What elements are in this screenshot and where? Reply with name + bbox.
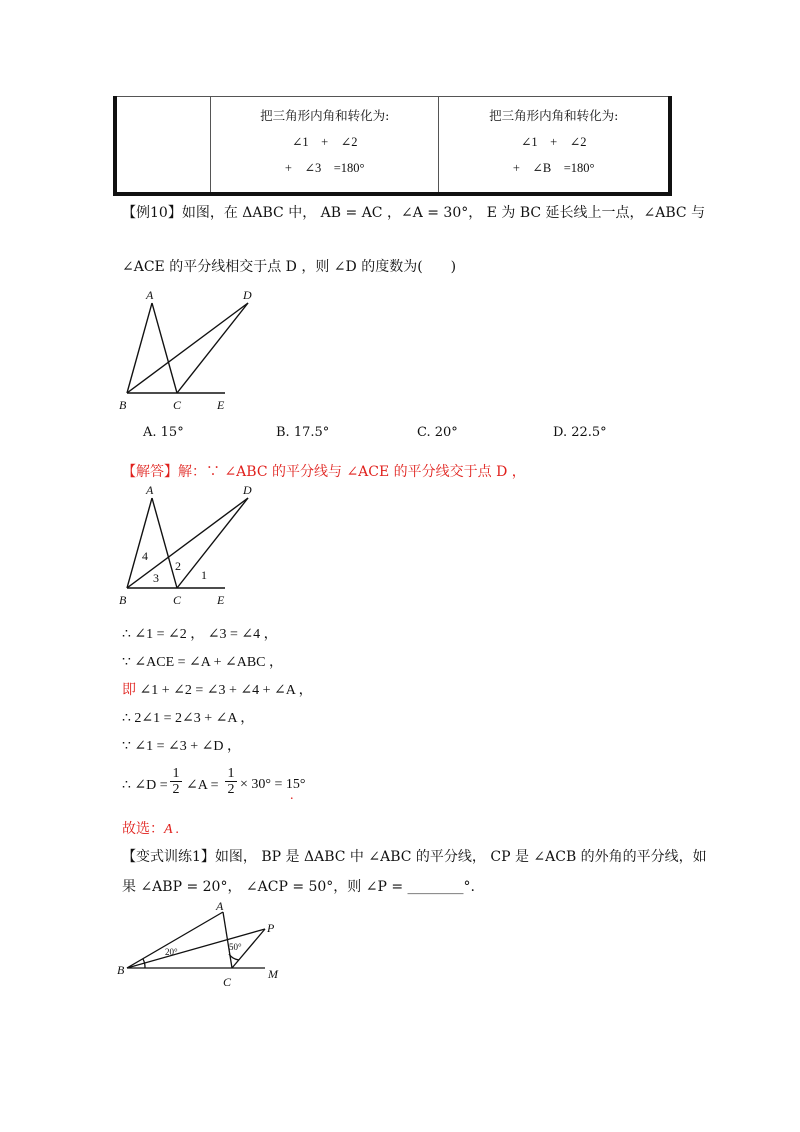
- step-text: ∠1 + ∠2 = ∠3 + ∠4 + ∠A ，: [136, 683, 313, 698]
- figure-triangle-3: [115, 898, 295, 993]
- solution-step-3: [122, 679, 313, 699]
- solution-head: 【解答】解：: [122, 464, 206, 480]
- fraction-denominator: 2: [227, 782, 235, 797]
- answer-label: 故选：: [122, 821, 164, 837]
- label-c: C: [223, 975, 232, 989]
- cell-title: 把三角形内角和转化为:: [489, 108, 619, 123]
- step-text: ∵ ∠1 = ∠3 + ∠D ，: [122, 739, 241, 754]
- label-m: M: [268, 967, 278, 981]
- answer-line: [122, 818, 179, 838]
- label-e: E: [217, 593, 225, 607]
- label-e: E: [217, 398, 225, 412]
- table-cell-2: [439, 97, 670, 195]
- line-bp: [127, 929, 265, 968]
- label-b: B: [119, 398, 127, 412]
- label-a: A: [146, 288, 154, 302]
- solution-heading: [122, 461, 526, 481]
- variant-text-1: 如图， BP 是 ΔABC 中 ∠ABC 的平分线， CP 是 ∠ACB 的外角的平分线，如: [214, 849, 707, 865]
- label-p: P: [267, 921, 275, 935]
- fraction-half: [225, 766, 237, 797]
- label-angle-2: 2: [175, 559, 181, 573]
- label-b: B: [119, 593, 127, 607]
- label-angle-1: 1: [201, 568, 207, 582]
- figure-triangle-1: [115, 285, 265, 415]
- line-ac: [152, 303, 177, 393]
- solution-step-2: [122, 651, 283, 671]
- fraction-half: [170, 766, 182, 797]
- option-b: B. 17.5°: [276, 425, 330, 440]
- step-text: ∠A =: [186, 778, 219, 793]
- cell-title: 把三角形内角和转化为:: [260, 108, 390, 123]
- step-end: .: [290, 788, 294, 803]
- step-text: ∴ ∠1 = ∠2 ， ∠3 = ∠4 ，: [122, 627, 278, 642]
- example-line-2: ∠ACE 的平分线相交于点 D ，则 ∠D 的度数为( ): [122, 259, 457, 275]
- variant-line-1: [122, 846, 707, 866]
- label-c: C: [173, 593, 182, 607]
- label-angle-4: 4: [142, 549, 148, 563]
- line-ba: [127, 912, 223, 968]
- answer-value: A .: [164, 822, 180, 837]
- option-c: C. 20°: [417, 425, 458, 440]
- variant-line-2: 果 ∠ABP = 20°， ∠ACP = 50°，则 ∠P = ________°.: [122, 879, 475, 895]
- figure-triangle-2: [115, 480, 265, 610]
- cell-row2: + ∠B =180°: [512, 161, 595, 175]
- solution-head-rest: ∵ ∠ABC 的平分线与 ∠ACE 的平分线交于点 D ，: [206, 464, 526, 480]
- label-a: A: [146, 483, 154, 497]
- solution-step-1: [122, 623, 278, 643]
- solution-step-4: [122, 707, 254, 727]
- angle-label-50: 50°: [229, 942, 242, 952]
- line-ab: [127, 498, 152, 588]
- example-line-1: [122, 202, 705, 222]
- fraction-denominator: 2: [172, 782, 180, 797]
- step-text: ∵ ∠ACE = ∠A + ∠ABC ，: [122, 655, 284, 670]
- step-text: ∴ ∠D =: [122, 778, 168, 793]
- step-text: × 30° = 15°: [240, 777, 306, 792]
- step-prefix: 即: [122, 683, 136, 698]
- variant-tag: 【变式训练1】: [122, 849, 215, 865]
- option-a: A. 15°: [143, 425, 184, 440]
- line-ab: [127, 303, 152, 393]
- cell-row1: ∠1 + ∠2: [291, 135, 358, 149]
- label-c: C: [173, 398, 182, 412]
- example-tag: 【例10】: [122, 205, 182, 221]
- table-empty-cell: [115, 97, 211, 195]
- table-cell-1: [211, 97, 439, 195]
- label-a: A: [216, 899, 224, 913]
- fraction-numerator: 1: [225, 766, 237, 782]
- solution-step-5: [122, 735, 241, 755]
- label-angle-3: 3: [153, 571, 159, 585]
- option-d: D. 22.5°: [553, 425, 607, 440]
- cell-row1: ∠1 + ∠2: [520, 135, 587, 149]
- cell-row2: + ∠3 =180°: [284, 161, 365, 175]
- example-text-1: 如图，在 ΔABC 中， AB = AC ，∠A = 30°， E 为 BC 延长线上一点，∠ABC 与: [181, 205, 706, 221]
- angle-sum-table: [113, 96, 672, 196]
- label-b: B: [117, 963, 125, 977]
- label-d: D: [243, 483, 252, 497]
- fraction-numerator: 1: [170, 766, 182, 782]
- step-text: ∴ 2∠1 = 2∠3 + ∠A ，: [122, 711, 255, 726]
- angle-label-20: 20°: [165, 947, 178, 957]
- label-d: D: [243, 288, 252, 302]
